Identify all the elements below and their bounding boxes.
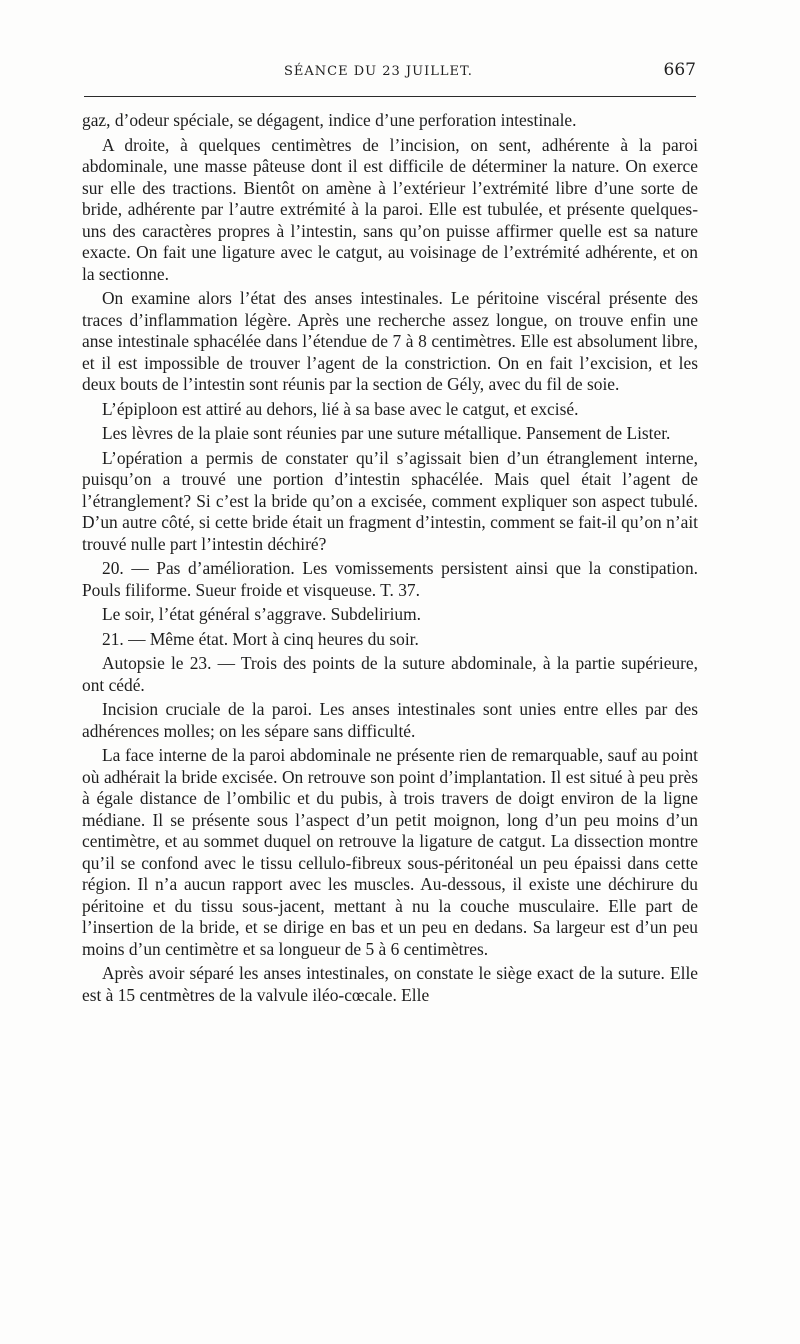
body-text xyxy=(82,110,698,1009)
running-header xyxy=(84,60,696,84)
paragraph: Après avoir séparé les anses intestinales, on constate le siège exact de la suture. Elle est à 15 centmètres de la valvule iléo-cœcale. Elle xyxy=(82,963,698,1005)
paragraph: Autopsie le 23. — Trois des points de la suture abdominale, à la partie supérieure, ont cédé. xyxy=(82,653,698,695)
paragraph: gaz, d’odeur spéciale, se dégagent, indice d’une perforation intestinale. xyxy=(82,110,577,130)
running-title: SÉANCE DU 23 JUILLET. xyxy=(284,64,473,79)
paragraph: Incision cruciale de la paroi. Les anses intestinales sont unies entre elles par des adhérences molles; on les sépare sans difficulté. xyxy=(82,699,698,741)
paragraph: 20. — Pas d’amélioration. Les vomissements persistent ainsi que la constipation. Pouls filiforme. Sueur froide et visqueuse. T. 37. xyxy=(82,558,698,600)
paragraph: L’épiploon est attiré au dehors, lié à sa base avec le catgut, et excisé. xyxy=(102,398,579,419)
page-number: 667 xyxy=(663,60,696,80)
paragraph: 21. — Même état. Mort à cinq heures du soir. xyxy=(102,628,419,649)
paragraph: La face interne de la paroi abdominale ne présente rien de remarquable, sauf au point où adhérait la bride excisée. On retrouve son point d’implantation. Il est situé à peu près à égale distance de l’ombilic et du pubis, à trois travers de doigt environ de la ligne médiane. Il se présente sous l’aspect d’un petit moignon, long d’un peu moins d’un centimètre, et au sommet duquel on retrouve la ligature de catgut. La dissection montre qu’il se confond avec le tissu cellulo-fibreux sous-péritonéal un peu épaissi dans cette région. Il n’a aucun rapport avec les muscles. Au-dessous, il existe une déchirure du péritoine et du tissu sous-jacent, mettant à nu la couche musculaire. Elle part de l’insertion de la bride, et se dirige en bas et un peu en dedans. Sa largeur est d’un peu moins d’un centimètre et sa longueur de 5 à 6 centimètres. xyxy=(82,745,698,959)
paragraph: A droite, à quelques centimètres de l’incision, on sent, adhérente à la paroi abdominale, une masse pâteuse dont il est difficile de déterminer la nature. On exerce sur elle des tractions. Bientôt on amène à l’extérieur l’extrémité libre d’une sorte de bride, adhérente par l’autre extrémité à la paroi. Elle est tubulée, et présente quelques-uns des caractères propres à l’intestin, sans qu’on puisse affirmer quelle est sa nature exacte. On fait une ligature avec le catgut, au voisinage de l’extrémité adhérente, et on la sectionne. xyxy=(82,134,698,284)
paragraph: Les lèvres de la plaie sont réunies par une suture métallique. Pansement de Lister. xyxy=(102,423,671,443)
paragraph: On examine alors l’état des anses intestinales. Le péritoine viscéral présente des traces d’inflammation légère. Après une recherche assez longue, on trouve enfin une anse intestinale sphacélée dans l’étendue de 7 à 8 centimètres. Elle est absolument libre, et il est impossible de trouver l’agent de la constriction. On en fait l’excision, et les deux bouts de l’intestin sont réunis par la section de Gély, avec du fil de soie. xyxy=(82,288,698,394)
header-rule xyxy=(84,96,696,97)
paragraph: L’opération a permis de constater qu’il s’agissait bien d’un étranglement interne, puisqu’on a trouvé une portion d’intestin sphacélée. Mais quel était l’agent de l’étranglement? Si c’est la bride qu’on a excisée, comment expliquer son aspect tubulé. D’un autre côté, si cette bride était un fragment d’intestin, comment se fait-il qu’on n’ait trouvé nulle part l’intestin déchiré? xyxy=(82,447,698,554)
paragraph: Le soir, l’état général s’aggrave. Subdelirium. xyxy=(102,604,421,624)
